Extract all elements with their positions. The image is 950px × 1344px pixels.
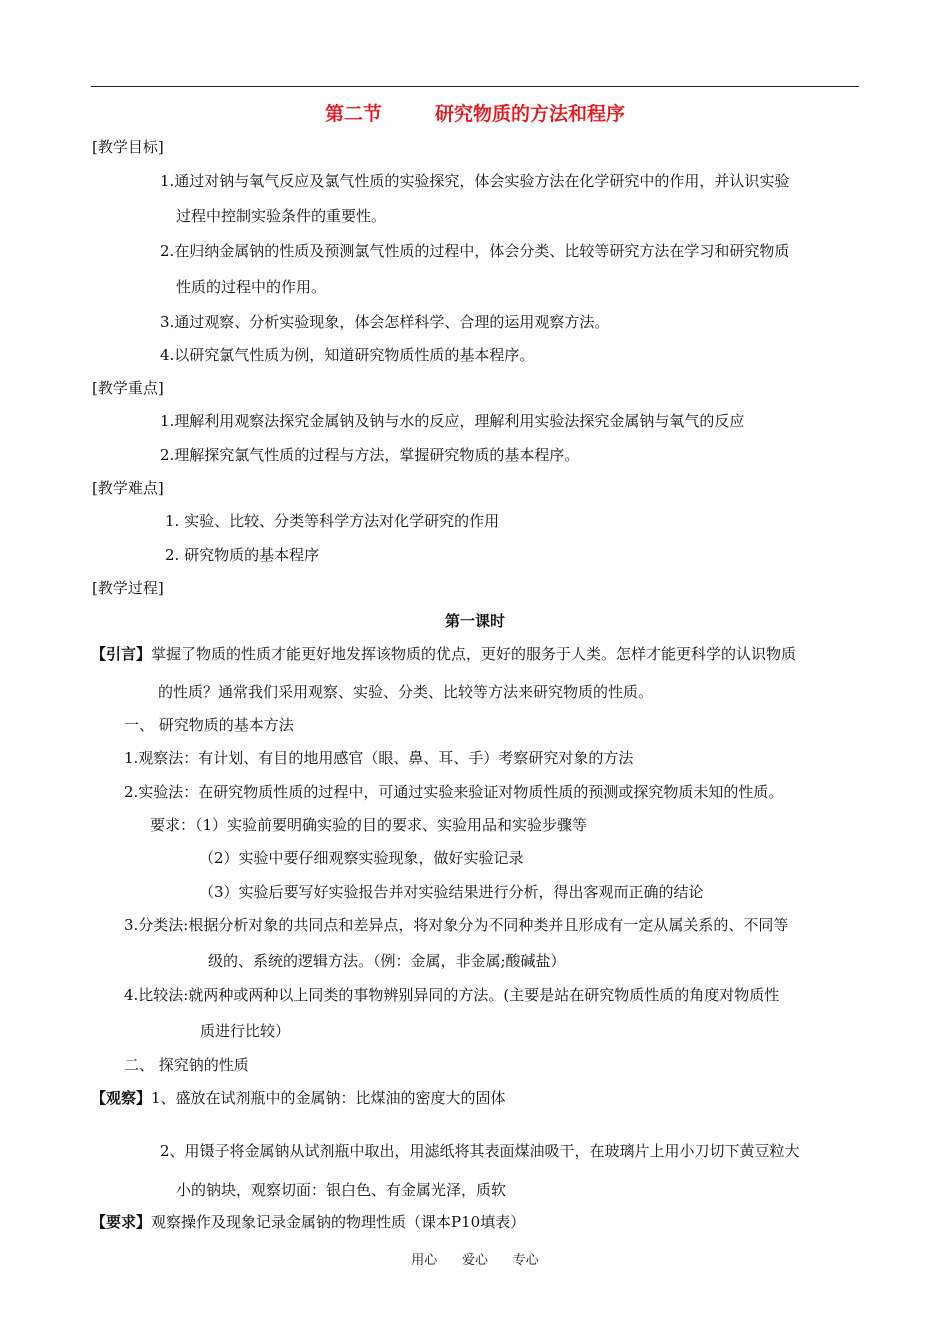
section-2-heading: 二、 探究钠的性质	[124, 1056, 249, 1074]
method-comparison-line-1: 4.比较法:就两种或两种以上同类的事物辨别异同的方法。(主要是站在研究物质性质的角度对物质性	[124, 986, 780, 1004]
objective-4: 4.以研究氯气性质为例，知道研究物质性质的基本程序。	[160, 346, 535, 364]
intro-text: 掌握了物质的性质才能更好地发挥该物质的优点，更好的服务于人类。怎样才能更科学的认识物质	[151, 645, 797, 663]
difficulty-1: 1. 实验、比较、分类等科学方法对化学研究的作用	[165, 512, 500, 530]
objective-2-line-1: 2.在归纳金属钠的性质及预测氯气性质的过程中，体会分类、比较等研究方法在学习和研究物质	[160, 242, 790, 260]
objective-2-line-2: 性质的过程中的作用。	[176, 278, 327, 296]
key-points-heading: [教学重点]	[92, 379, 164, 397]
method-observation: 1.观察法：有计划、有目的地用感官（眼、鼻、耳、手）考察研究对象的方法	[124, 749, 634, 767]
observation-2-line-2: 小的钠块，观察切面：银白色、有金属光泽，质软	[176, 1181, 507, 1199]
observation-text: 1、盛放在试剂瓶中的金属钠：比煤油的密度大的固体	[151, 1089, 506, 1107]
observation-tag: 【观察】	[91, 1089, 152, 1107]
objective-1-line-1: 1.通过对钠与氧气反应及氯气性质的实验探究，体会实验方法在化学研究中的作用，并认识实验	[160, 172, 790, 190]
process-heading: [教学过程]	[92, 579, 164, 597]
method-experiment: 2.实验法：在研究物质性质的过程中，可通过实验来验证对物质性质的预测或探究物质未知的性质。	[124, 783, 784, 801]
objectives-heading: [教学目标]	[92, 138, 164, 156]
page-title: 第二节 研究物质的方法和程序	[325, 103, 625, 125]
requirement-tag: 【要求】	[91, 1213, 152, 1231]
objective-1-line-2: 过程中控制实验条件的重要性。	[176, 207, 387, 225]
page-footer: 用心 爱心 专心	[411, 1253, 539, 1268]
key-point-1: 1.理解利用观察法探究金属钠及钠与水的反应，理解利用实验法探究金属钠与氧气的反应	[160, 412, 745, 430]
method-classification-line-2: 级的、系统的逻辑方法。（例：金属，非金属;酸碱盐）	[208, 952, 566, 970]
requirement-3: （3）实验后要写好实验报告并对实验结果进行分析，得出客观而正确的结论	[199, 883, 704, 901]
objective-3: 3.通过观察、分析实验现象，体会怎样科学、合理的运用观察方法。	[160, 313, 610, 331]
header-rule	[91, 86, 859, 87]
difficulty-2: 2. 研究物质的基本程序	[165, 546, 320, 564]
method-classification-line-1: 3.分类法:根据分析对象的共同点和差异点，将对象分为不同种类并且形成有一定从属关系的、不同等	[124, 916, 789, 934]
section-1-heading: 一、 研究物质的基本方法	[124, 716, 294, 734]
requirement-text: 观察操作及现象记录金属钠的物理性质（课本P10填表）	[151, 1213, 526, 1231]
observation-2-line-1: 2、用镊子将金属钠从试剂瓶中取出，用滤纸将其表面煤油吸干，在玻璃片上用小刀切下黄豆粒大	[160, 1142, 800, 1160]
difficulties-heading: [教学难点]	[92, 479, 164, 497]
requirement-line	[91, 1212, 525, 1232]
method-comparison-line-2: 质进行比较）	[200, 1022, 291, 1040]
observation-line-1	[91, 1088, 506, 1108]
requirement-2: （2）实验中要仔细观察实验现象，做好实验记录	[199, 849, 524, 867]
intro-line-1	[91, 644, 796, 664]
key-point-2: 2.理解探究氯气性质的过程与方法，掌握研究物质的基本程序。	[160, 446, 580, 464]
requirement-1: 要求：（1）实验前要明确实验的目的要求、实验用品和实验步骤等	[150, 816, 588, 834]
lesson-title: 第一课时	[444, 612, 505, 630]
intro-tag: 【引言】	[91, 645, 152, 663]
intro-line-2: 的性质？通常我们采用观察、实验、分类、比较等方法来研究物质的性质。	[158, 683, 654, 701]
